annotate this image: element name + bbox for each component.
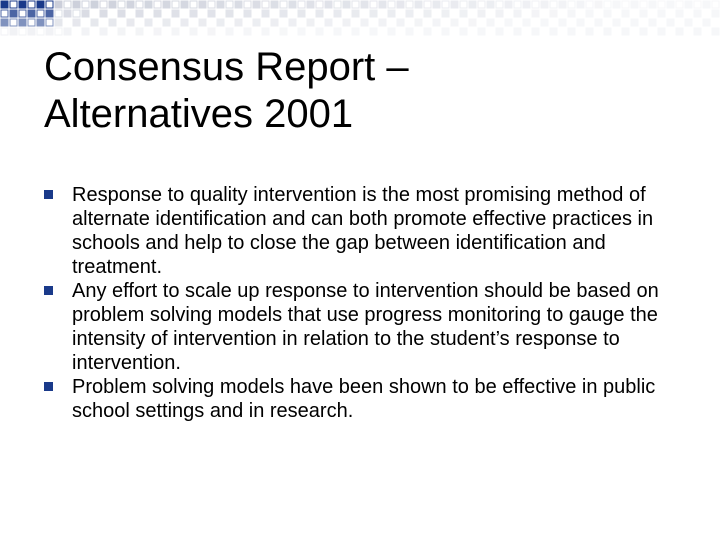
pattern-cell	[100, 28, 107, 35]
pattern-cell	[190, 1, 197, 8]
pattern-cell	[64, 10, 71, 17]
pattern-cell	[208, 28, 215, 35]
pattern-cell	[568, 1, 575, 8]
pattern-cell	[460, 10, 467, 17]
pattern-cell	[397, 19, 404, 26]
pattern-cell	[649, 19, 656, 26]
pattern-cell	[577, 19, 584, 26]
pattern-cell	[181, 1, 188, 8]
pattern-cell	[496, 10, 503, 17]
pattern-cell	[523, 19, 530, 26]
pattern-cell	[154, 1, 161, 8]
pattern-cell	[253, 1, 260, 8]
pattern-cell	[595, 19, 602, 26]
pattern-cell	[1, 10, 8, 17]
pattern-cell	[226, 28, 233, 35]
pattern-cell	[451, 1, 458, 8]
pattern-cell	[136, 1, 143, 8]
pattern-cell	[289, 1, 296, 8]
pattern-cell	[694, 10, 701, 17]
pattern-cell	[10, 19, 17, 26]
pattern-cell	[433, 19, 440, 26]
pattern-cell	[604, 10, 611, 17]
pattern-cell	[118, 1, 125, 8]
pattern-cell	[316, 28, 323, 35]
pattern-cell	[712, 10, 719, 17]
pattern-cell	[46, 19, 53, 26]
pattern-cell	[136, 10, 143, 17]
pattern-cell	[658, 28, 665, 35]
pattern-cell	[19, 1, 26, 8]
pattern-cell	[487, 1, 494, 8]
pattern-cell	[478, 1, 485, 8]
pattern-cell	[613, 1, 620, 8]
pattern-cell	[352, 1, 359, 8]
pattern-cell	[532, 10, 539, 17]
pattern-cell	[73, 1, 80, 8]
pattern-cell	[388, 1, 395, 8]
pattern-cell	[613, 19, 620, 26]
pattern-cell	[262, 28, 269, 35]
pattern-cell	[487, 19, 494, 26]
pattern-cell	[622, 10, 629, 17]
pattern-cell	[379, 19, 386, 26]
pattern-cell	[118, 28, 125, 35]
pattern-cell	[415, 19, 422, 26]
pattern-cell	[325, 1, 332, 8]
pattern-cell	[577, 1, 584, 8]
pattern-cell	[235, 19, 242, 26]
pattern-cell	[73, 10, 80, 17]
pattern-cell	[64, 28, 71, 35]
pattern-cell	[514, 28, 521, 35]
pattern-cell	[406, 10, 413, 17]
pattern-cell	[460, 1, 467, 8]
pattern-cell	[451, 19, 458, 26]
pattern-cell	[424, 28, 431, 35]
pattern-cell	[559, 19, 566, 26]
pattern-cell	[406, 1, 413, 8]
pattern-cell	[469, 1, 476, 8]
pattern-cell	[352, 10, 359, 17]
pattern-cell	[676, 1, 683, 8]
pattern-cell	[55, 28, 62, 35]
pattern-cell	[658, 1, 665, 8]
pattern-cell	[334, 10, 341, 17]
pattern-cell	[1, 1, 8, 8]
pattern-cell	[46, 28, 53, 35]
pattern-cell	[19, 19, 26, 26]
bullet-text: Response to quality intervention is the most promising method of alternate identification and can both promote effective practices in schools and help to close the gap between identification and treatment.	[72, 184, 654, 278]
pattern-cell	[442, 10, 449, 17]
slide-title-line-1: Consensus Report –	[44, 45, 409, 89]
pattern-cell	[100, 10, 107, 17]
pattern-cell	[244, 1, 251, 8]
pattern-cell	[109, 19, 116, 26]
pattern-cell	[370, 10, 377, 17]
pattern-cell	[307, 1, 314, 8]
pattern-cell	[415, 1, 422, 8]
pattern-cell	[505, 1, 512, 8]
pattern-cell	[604, 28, 611, 35]
pattern-cell	[19, 10, 26, 17]
pattern-cell	[172, 1, 179, 8]
pattern-cell	[136, 28, 143, 35]
pattern-cell	[649, 1, 656, 8]
pattern-cell	[685, 1, 692, 8]
pattern-cell	[550, 28, 557, 35]
pattern-cell	[91, 1, 98, 8]
pattern-cell	[442, 28, 449, 35]
pattern-cell	[667, 1, 674, 8]
pattern-cell	[406, 28, 413, 35]
pattern-cell	[631, 19, 638, 26]
pattern-cell	[172, 10, 179, 17]
pattern-cell	[676, 10, 683, 17]
pattern-cell	[514, 1, 521, 8]
pattern-cell	[28, 28, 35, 35]
pattern-cell	[190, 10, 197, 17]
pattern-cell	[217, 19, 224, 26]
pattern-cell	[55, 19, 62, 26]
pattern-cell	[118, 10, 125, 17]
pattern-cell	[712, 1, 719, 8]
pattern-cell	[127, 1, 134, 8]
pattern-cell	[271, 19, 278, 26]
pattern-cell	[343, 19, 350, 26]
pattern-cell	[352, 28, 359, 35]
pattern-cell	[532, 28, 539, 35]
pattern-cell	[478, 28, 485, 35]
pattern-cell	[244, 10, 251, 17]
pattern-cell	[370, 28, 377, 35]
pattern-cell	[532, 1, 539, 8]
pattern-cell	[343, 1, 350, 8]
pattern-cell	[541, 19, 548, 26]
pattern-cell	[163, 19, 170, 26]
pattern-cell	[271, 1, 278, 8]
pattern-cell	[694, 28, 701, 35]
pattern-cell	[127, 19, 134, 26]
pattern-cell	[253, 19, 260, 26]
pattern-cell	[361, 1, 368, 8]
pattern-cell	[145, 19, 152, 26]
pattern-cell	[586, 28, 593, 35]
pattern-cell	[496, 1, 503, 8]
pattern-cell	[640, 1, 647, 8]
pattern-cell	[658, 10, 665, 17]
bullet-item-2	[44, 279, 684, 375]
pattern-cell	[541, 1, 548, 8]
pattern-cell	[469, 19, 476, 26]
pattern-cell	[208, 10, 215, 17]
pattern-cell	[199, 19, 206, 26]
pattern-cell	[226, 10, 233, 17]
pattern-cell	[307, 19, 314, 26]
bullet-list	[44, 183, 684, 423]
pattern-cell	[334, 28, 341, 35]
pattern-cell	[694, 1, 701, 8]
pattern-cell	[82, 10, 89, 17]
pattern-cell	[154, 28, 161, 35]
pattern-cell	[145, 1, 152, 8]
pattern-cell	[46, 1, 53, 8]
pattern-cell	[550, 1, 557, 8]
pattern-cell	[280, 28, 287, 35]
pattern-cell	[586, 1, 593, 8]
pattern-cell	[361, 19, 368, 26]
pattern-cell	[334, 1, 341, 8]
pattern-cell	[28, 1, 35, 8]
pattern-cell	[676, 28, 683, 35]
pattern-cell	[1, 19, 8, 26]
pattern-cell	[478, 10, 485, 17]
pattern-cell	[91, 19, 98, 26]
pattern-cell	[559, 1, 566, 8]
pattern-cell	[622, 1, 629, 8]
pattern-cell	[568, 28, 575, 35]
pattern-cell	[595, 1, 602, 8]
pattern-cell	[298, 10, 305, 17]
pattern-cell	[280, 1, 287, 8]
pattern-cell	[631, 1, 638, 8]
pattern-cell	[298, 28, 305, 35]
pattern-cell	[10, 28, 17, 35]
pattern-cell	[703, 1, 710, 8]
pattern-cell	[316, 10, 323, 17]
pattern-cell	[685, 19, 692, 26]
checkered-header-pattern	[0, 0, 720, 40]
pattern-cell	[460, 28, 467, 35]
pattern-cell	[523, 1, 530, 8]
pattern-cell	[37, 10, 44, 17]
pattern-cell	[442, 1, 449, 8]
square-bullet-icon	[44, 382, 53, 391]
slide-title-line-2: Alternatives 2001	[44, 92, 354, 136]
pattern-cell	[235, 1, 242, 8]
pattern-cell	[568, 10, 575, 17]
pattern-cell	[10, 10, 17, 17]
pattern-cell	[163, 1, 170, 8]
pattern-cell	[73, 19, 80, 26]
pattern-cell	[433, 1, 440, 8]
pattern-cell	[514, 10, 521, 17]
pattern-cell	[667, 19, 674, 26]
bullet-text: Any effort to scale up response to intervention should be based on problem solving models that use progress monitoring to gauge the intensity of intervention in relation to the student’s response to intervention.	[72, 280, 659, 374]
slide-title	[44, 44, 684, 138]
pattern-cell	[397, 1, 404, 8]
pattern-cell	[550, 10, 557, 17]
pattern-cell	[262, 1, 269, 8]
pattern-cell	[424, 1, 431, 8]
pattern-cell	[208, 1, 215, 8]
pattern-cell	[325, 19, 332, 26]
pattern-cell	[55, 1, 62, 8]
pattern-cell	[82, 1, 89, 8]
pattern-cell	[388, 10, 395, 17]
pattern-cell	[379, 1, 386, 8]
pattern-cell	[496, 28, 503, 35]
pattern-cell	[424, 10, 431, 17]
pattern-cell	[712, 28, 719, 35]
bullet-text: Problem solving models have been shown to be effective in public school settings and in research.	[72, 376, 656, 422]
pattern-cell	[55, 10, 62, 17]
pattern-cell	[28, 19, 35, 26]
pattern-cell	[640, 10, 647, 17]
square-bullet-icon	[44, 190, 53, 199]
pattern-cell	[109, 1, 116, 8]
pattern-cell	[226, 1, 233, 8]
pattern-cell	[262, 10, 269, 17]
pattern-cell	[316, 1, 323, 8]
pattern-cell	[298, 1, 305, 8]
pattern-cell	[82, 28, 89, 35]
pattern-cell	[190, 28, 197, 35]
pattern-cell	[37, 1, 44, 8]
pattern-cell	[1, 28, 8, 35]
pattern-cell	[370, 1, 377, 8]
pattern-cell	[172, 28, 179, 35]
pattern-cell	[622, 28, 629, 35]
pattern-cell	[703, 19, 710, 26]
pattern-cell	[46, 10, 53, 17]
pattern-cell	[640, 28, 647, 35]
pattern-cell	[100, 1, 107, 8]
pattern-cell	[154, 10, 161, 17]
pattern-cell	[19, 28, 26, 35]
pattern-cell	[505, 19, 512, 26]
pattern-cell	[37, 28, 44, 35]
pattern-cell	[280, 10, 287, 17]
bullet-item-1	[44, 183, 684, 279]
pattern-cell	[289, 19, 296, 26]
pattern-cell	[64, 1, 71, 8]
square-bullet-icon	[44, 286, 53, 295]
pattern-cell	[388, 28, 395, 35]
pattern-cell	[604, 1, 611, 8]
pattern-cell	[10, 1, 17, 8]
bullet-item-3	[44, 375, 684, 423]
pattern-cell	[37, 19, 44, 26]
pattern-cell	[28, 10, 35, 17]
pattern-cell	[217, 1, 224, 8]
pattern-cell	[586, 10, 593, 17]
pattern-cell	[244, 28, 251, 35]
pattern-cell	[181, 19, 188, 26]
pattern-cell	[199, 1, 206, 8]
